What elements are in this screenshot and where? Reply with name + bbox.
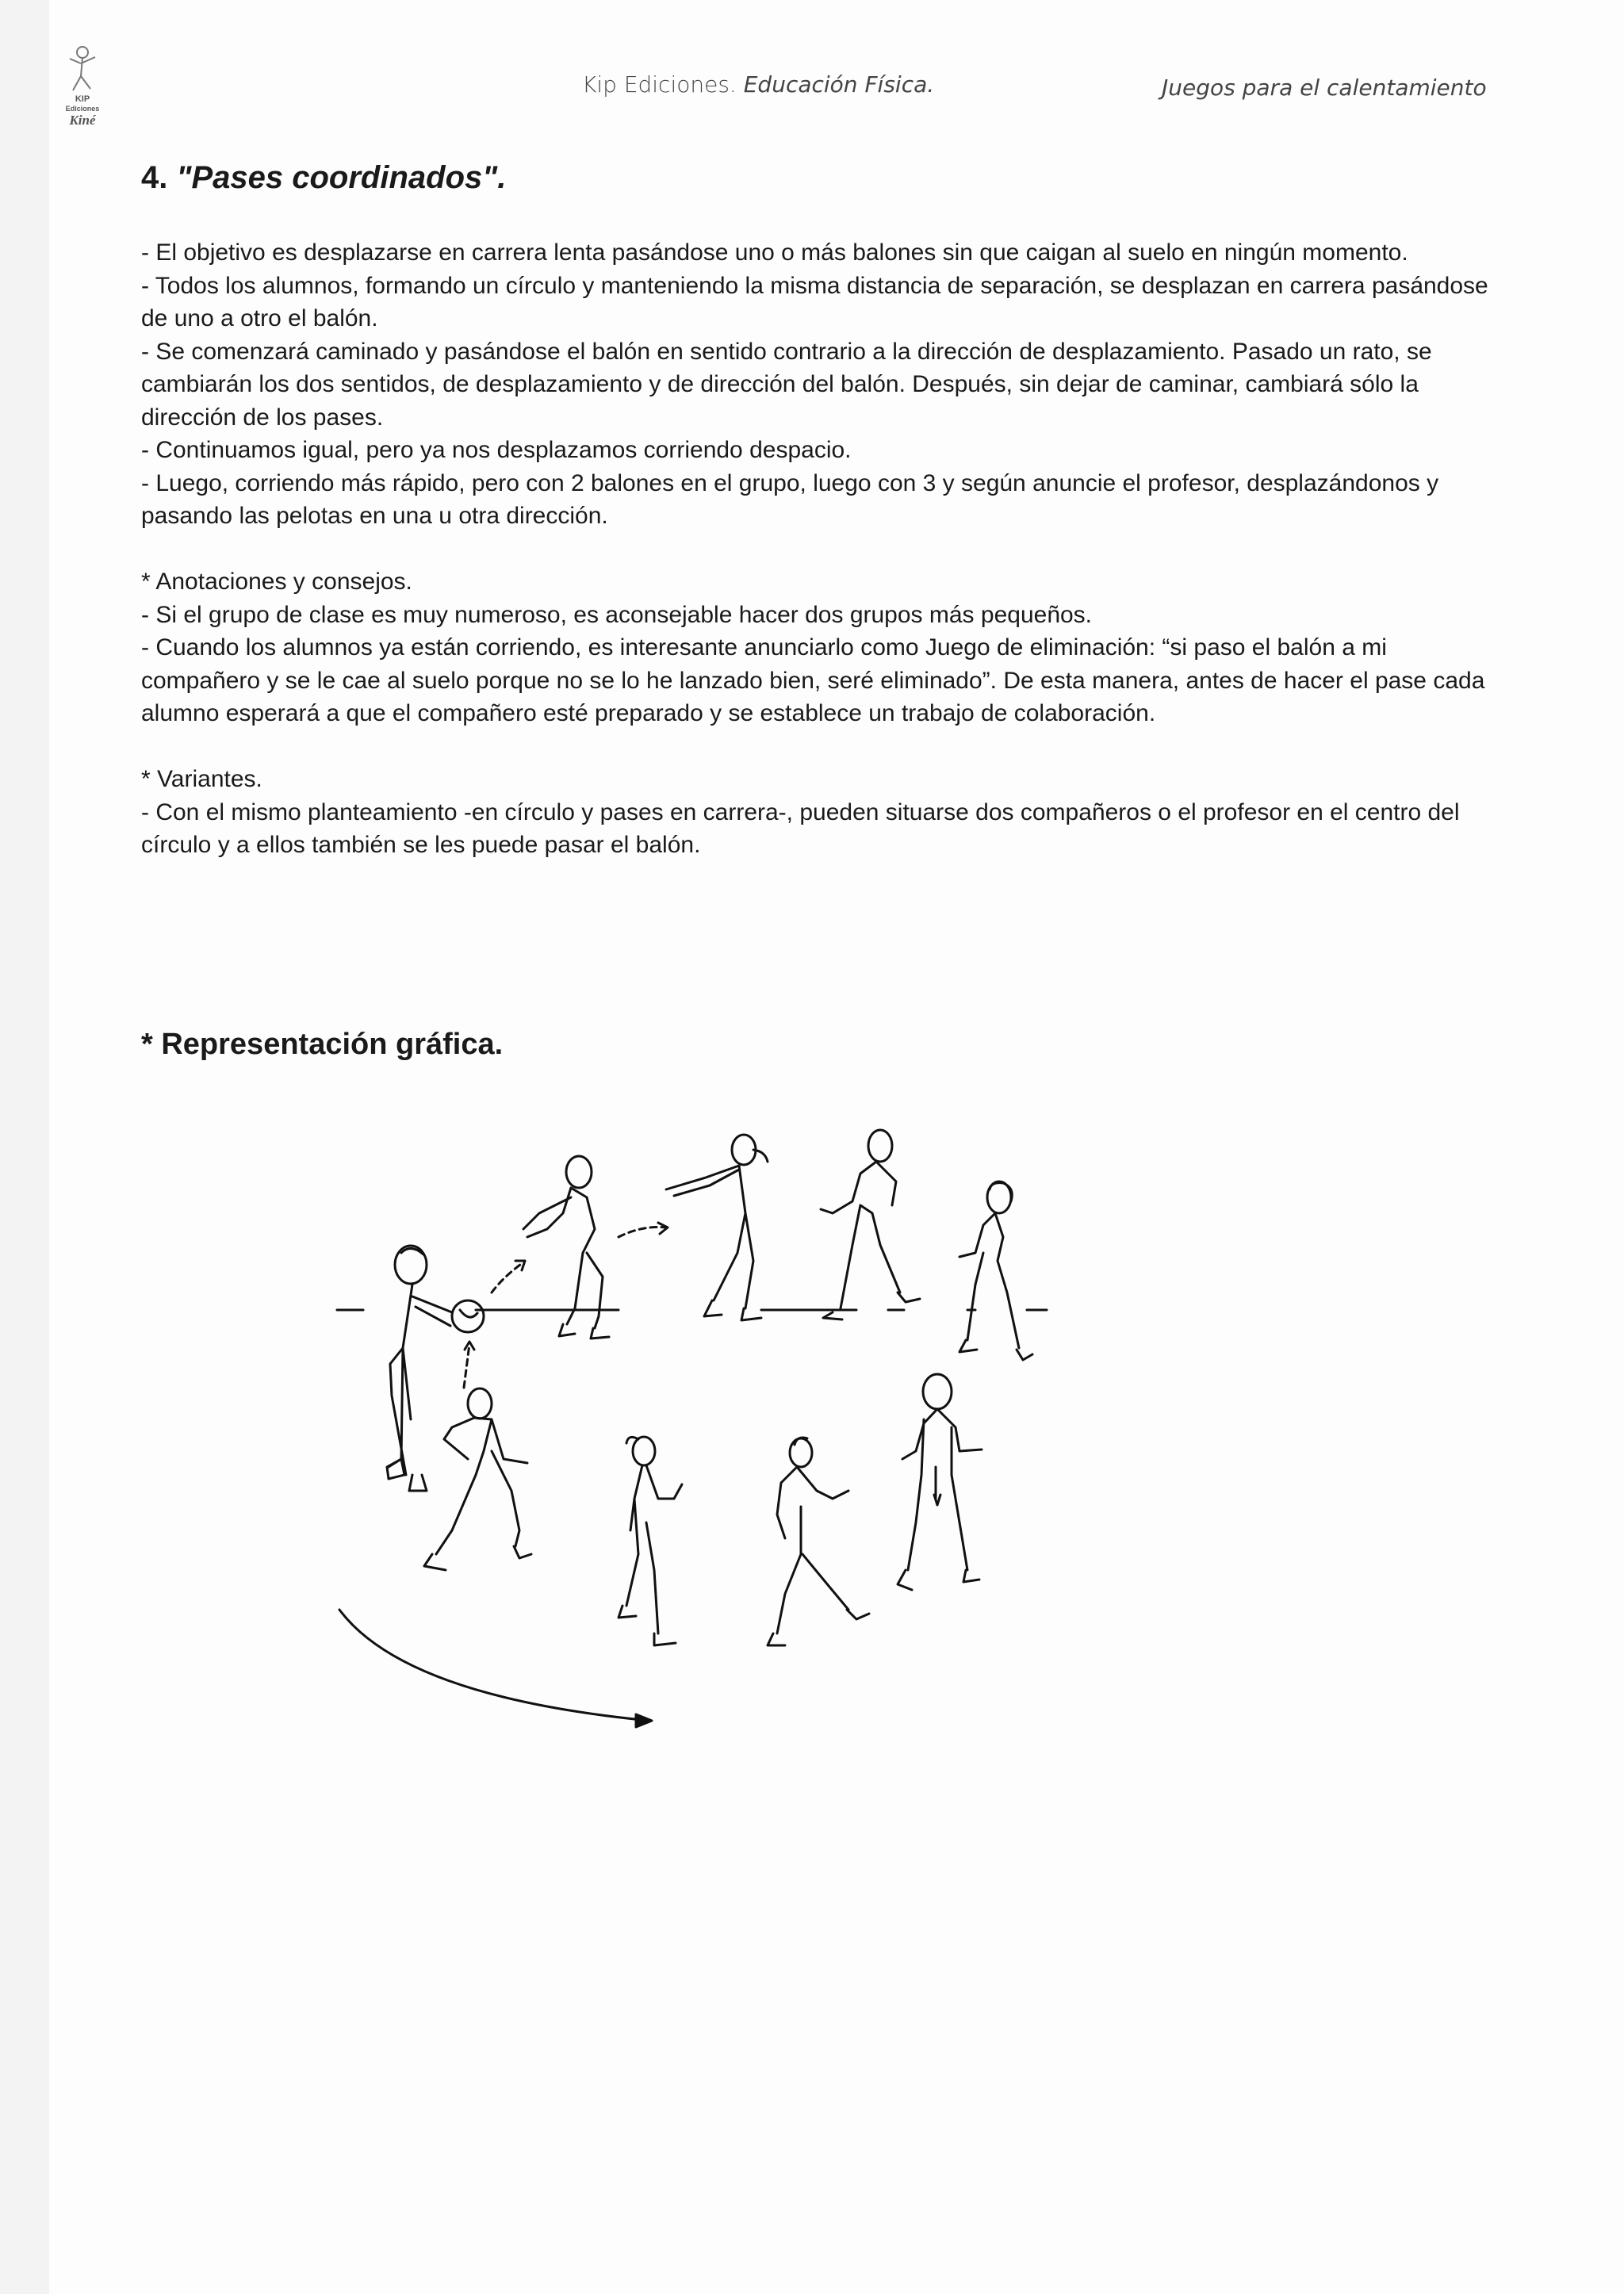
movement-arrow [339, 1610, 650, 1721]
variants-heading: * Variantes. [141, 766, 262, 792]
logo-kine: Kiné [69, 113, 96, 128]
player-walking-center-right [768, 1438, 869, 1645]
player-walking [821, 1130, 920, 1319]
header-section: Juegos para el calentamiento [1162, 75, 1487, 101]
logo-ediciones: Ediciones [65, 105, 100, 113]
movement-arrowhead [636, 1714, 652, 1727]
pass-arrow [619, 1227, 666, 1238]
notes-heading: * Anotaciones y consejos. [141, 569, 412, 595]
pass-arrow [492, 1262, 523, 1293]
publisher-name: Kip Ediciones. [582, 71, 737, 98]
paragraph: - Todos los alumnos, formando un círculo y manteniendo la misma distancia de separación, se desplazan en carrera pasándose de uno a otro el balón. [141, 272, 1488, 331]
variant-item: - Con el mismo planteamiento -en círculo y pases en carrera-, pueden situarse dos compañeros o el profesor en el centro del círculo y a ellos también se les puede pasar el balón. [141, 798, 1460, 858]
graphic-heading: * Representación gráfica. [141, 1028, 504, 1061]
header-publisher [582, 71, 934, 98]
body-text [141, 236, 1489, 862]
illustration-svg [333, 1126, 1142, 1760]
note-item: - Cuando los alumnos ya están corriendo, es interesante anunciarlo como Juego de eliminación: “si paso el balón a mi compañero y se le cae al suelo porque no se lo he lanzado bien, seré eliminado”. De esta manera, antes de hacer el pase cada alumno esperará a que el compañero esté preparado y se establece un trabajo de colaboración. [141, 634, 1485, 726]
game-number: 4. [141, 160, 168, 195]
circle-passing-illustration [333, 1126, 1142, 1760]
subject-name: Educación Física. [743, 71, 935, 98]
ball-seam [460, 1310, 477, 1317]
player-ponytail-center [619, 1437, 682, 1645]
paragraph: - El objetivo es desplazarse en carrera lenta pasándose uno o más balones sin que caigan al suelo en ningún momento. [141, 239, 1408, 266]
player-curly-hair [959, 1181, 1032, 1360]
paragraph: - Se comenzará caminado y pasándose el balón en sentido contrario a la dirección de desplazamiento. Pasado un rato, se cambiarán los dos sentidos, de desplazamiento y de dirección del balón. Después, sin dejar de caminar, cambiará sólo la dirección de los pases. [141, 338, 1432, 431]
note-item: - Si el grupo de clase es muy numeroso, es aconsejable hacer dos grupos más pequeños. [141, 601, 1093, 628]
game-name: "Pases coordinados". [176, 160, 507, 195]
paragraph: - Luego, corriendo más rápido, pero con 2 balones en el grupo, luego con 3 y según anuncie el profesor, desplazándonos y pasando las pelotas en una u otra dirección. [141, 469, 1439, 529]
player-with-ball [387, 1246, 452, 1491]
player-back-view [898, 1374, 982, 1590]
player-crouching [424, 1388, 531, 1570]
game-title [141, 160, 506, 196]
kip-ediciones-logo [49, 41, 116, 128]
player-passing-forward [666, 1135, 768, 1320]
paragraph: - Continuamos igual, pero ya nos desplazamos corriendo despacio. [141, 437, 852, 463]
logo-kip: KIP [75, 94, 90, 104]
